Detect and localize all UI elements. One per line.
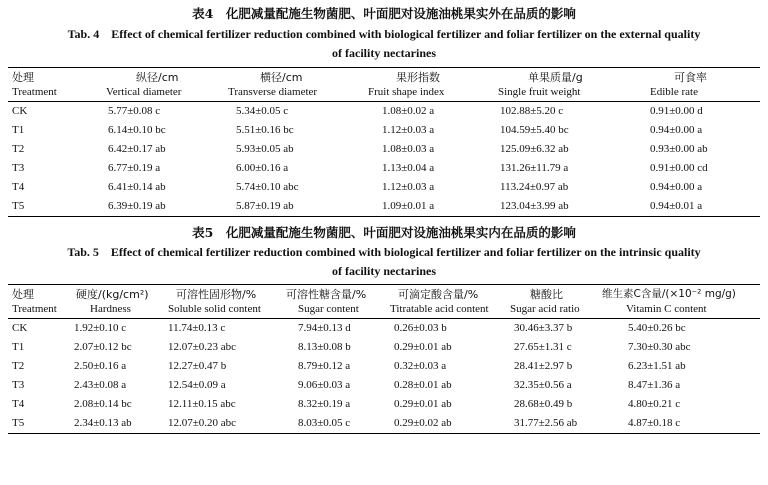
table5-cell: 31.77±2.56 ab bbox=[514, 417, 578, 429]
table5-cell: 28.68±0.49 b bbox=[514, 398, 573, 410]
table5-cell: 4.87±0.18 c bbox=[628, 417, 681, 429]
header-en: Single fruit weight bbox=[498, 86, 581, 98]
table5-cell: 2.07±0.12 bc bbox=[74, 341, 132, 353]
table5-cell: 1.92±0.10 c bbox=[74, 322, 127, 334]
table4-cell: 5.34±0.05 c bbox=[236, 105, 289, 117]
table5-header-cell bbox=[286, 285, 390, 319]
table5-cell: T2 bbox=[12, 360, 25, 372]
header-en: Vitamin C content bbox=[626, 303, 707, 315]
table4-cell: 6.42±0.17 ab bbox=[108, 143, 166, 155]
header-cn: 可溶性固形物/% bbox=[176, 288, 257, 301]
table-row bbox=[8, 395, 760, 414]
table4-caption-en-line2: of facility nectarines bbox=[332, 46, 436, 60]
table5-cell: 4.80±0.21 c bbox=[628, 398, 681, 410]
header-en: Treatment bbox=[12, 303, 57, 315]
table5-cell: 12.54±0.09 a bbox=[168, 379, 226, 391]
header-en: Hardness bbox=[90, 303, 131, 315]
header-cn: 硬度/(kg/cm²) bbox=[76, 288, 149, 301]
header-cn: 可溶性糖含量/% bbox=[286, 288, 367, 301]
table4-cell: 6.39±0.19 ab bbox=[108, 200, 166, 212]
table4-cell: 131.26±11.79 a bbox=[500, 162, 569, 174]
table5-cell: 0.28±0.01 ab bbox=[394, 379, 452, 391]
table5-cell: CK bbox=[12, 322, 28, 334]
table4-cell: 6.41±0.14 ab bbox=[108, 181, 166, 193]
table5-cell: 2.08±0.14 bc bbox=[74, 398, 132, 410]
table5-cell: 0.32±0.03 a bbox=[394, 360, 447, 372]
header-en: Sugar acid ratio bbox=[510, 303, 580, 315]
header-en: Soluble solid content bbox=[168, 303, 261, 315]
table-row bbox=[8, 159, 760, 178]
table4-cell: 0.94±0.00 a bbox=[650, 181, 703, 193]
table4-header-cell bbox=[650, 68, 760, 102]
table-row bbox=[8, 121, 760, 140]
table5-cell: 0.29±0.01 ab bbox=[394, 398, 452, 410]
table5-header-cell bbox=[74, 285, 168, 319]
table5-cell: T1 bbox=[12, 341, 25, 353]
header-en: Edible rate bbox=[650, 86, 698, 98]
table4-cell: T4 bbox=[12, 181, 25, 193]
header-cn: 果形指数 bbox=[396, 71, 440, 84]
header-cn: 纵径/cm bbox=[136, 71, 179, 84]
header-en: Sugar content bbox=[298, 303, 359, 315]
table5-cell: 0.26±0.03 b bbox=[394, 322, 447, 334]
table5-cell: 8.03±0.05 c bbox=[298, 417, 351, 429]
table4-cell: 5.77±0.08 c bbox=[108, 105, 161, 117]
table4-cell: T1 bbox=[12, 124, 25, 136]
table5-cell: 2.50±0.16 a bbox=[74, 360, 127, 372]
table5-header-cell bbox=[602, 285, 760, 319]
table4-cell: 104.59±5.40 bc bbox=[500, 124, 569, 136]
table5-header-cell bbox=[168, 285, 286, 319]
table4-cell: 0.91±0.00 cd bbox=[650, 162, 708, 174]
table4-cell: 5.74±0.10 abc bbox=[236, 181, 299, 193]
header-cn: 糖酸比 bbox=[530, 288, 563, 301]
table4-cell: 0.94±0.01 a bbox=[650, 200, 703, 212]
table5-cell: 32.35±0.56 a bbox=[514, 379, 572, 391]
table4-cell: 6.77±0.19 a bbox=[108, 162, 161, 174]
table-row bbox=[8, 376, 760, 395]
table5-cell: 0.29±0.01 ab bbox=[394, 341, 452, 353]
table-row bbox=[8, 357, 760, 376]
table4-cell: 123.04±3.99 ab bbox=[500, 200, 569, 212]
table5-header-row bbox=[8, 285, 760, 319]
table5-cell: 9.06±0.03 a bbox=[298, 379, 351, 391]
header-cn: 可滴定酸含量/% bbox=[398, 288, 479, 301]
header-cn: 处理 bbox=[12, 71, 34, 84]
table4-cell: 1.12±0.03 a bbox=[382, 181, 435, 193]
table4-cell: T2 bbox=[12, 143, 25, 155]
table4-cell: 1.13±0.04 a bbox=[382, 162, 435, 174]
table4-cell: 0.94±0.00 a bbox=[650, 124, 703, 136]
table4-cell: 1.08±0.03 a bbox=[382, 143, 435, 155]
table5-cell: 8.32±0.19 a bbox=[298, 398, 351, 410]
table4-cell: 113.24±0.97 ab bbox=[500, 181, 569, 193]
table4-header-cell bbox=[106, 68, 228, 102]
header-en: Fruit shape index bbox=[368, 86, 445, 98]
table5 bbox=[8, 284, 760, 434]
header-cn: 维生素C含量/(×10⁻² mg/g) bbox=[602, 288, 736, 300]
table4-cell: 5.93±0.05 ab bbox=[236, 143, 294, 155]
table4-cell: T3 bbox=[12, 162, 25, 174]
header-en: Titratable acid content bbox=[390, 303, 489, 315]
table4-cell: 0.93±0.00 ab bbox=[650, 143, 708, 155]
table5-cell: T5 bbox=[12, 417, 25, 429]
table4-cell: 1.12±0.03 a bbox=[382, 124, 435, 136]
table5-cell: 12.27±0.47 b bbox=[168, 360, 227, 372]
table-row bbox=[8, 319, 760, 339]
table5-cell: 28.41±2.97 b bbox=[514, 360, 573, 372]
table-row bbox=[8, 102, 760, 122]
table4-cell: 0.91±0.00 d bbox=[650, 105, 703, 117]
header-en: Transverse diameter bbox=[228, 86, 318, 98]
table5-cell: 7.30±0.30 abc bbox=[628, 341, 691, 353]
table5-cell: 12.07±0.20 abc bbox=[168, 417, 237, 429]
table5-cell: 0.29±0.02 ab bbox=[394, 417, 452, 429]
table-row bbox=[8, 338, 760, 357]
table5-cell: 11.74±0.13 c bbox=[168, 322, 226, 334]
table5-cell: 5.40±0.26 bc bbox=[628, 322, 686, 334]
table5-caption-cn: 表5 化肥减量配施生物菌肥、叶面肥对设施油桃果实内在品质的影响 bbox=[192, 225, 576, 240]
table4-cell: 5.51±0.16 bc bbox=[236, 124, 294, 136]
table5-caption-en-line1: Tab. 5 Effect of chemical fertilizer reduction combined with biological fertilizer and foliar fertilizer on the intrinsic quality bbox=[67, 245, 701, 259]
table4-cell: CK bbox=[12, 105, 28, 117]
table5-cell: 7.94±0.13 d bbox=[298, 322, 351, 334]
header-cn: 单果质量/g bbox=[528, 71, 583, 84]
table4-cell: 125.09±6.32 ab bbox=[500, 143, 569, 155]
table4-header-cell bbox=[228, 68, 368, 102]
table4-cell: T5 bbox=[12, 200, 25, 212]
table5-caption-en-line2: of facility nectarines bbox=[332, 264, 436, 278]
table4-header-row bbox=[8, 68, 760, 102]
table-row bbox=[8, 178, 760, 197]
table4-header-cell bbox=[498, 68, 650, 102]
table-row bbox=[8, 140, 760, 159]
table4 bbox=[8, 67, 760, 217]
header-cn: 横径/cm bbox=[260, 71, 303, 84]
table-row bbox=[8, 197, 760, 217]
table4-cell: 5.87±0.19 ab bbox=[236, 200, 294, 212]
table4-cell: 1.09±0.01 a bbox=[382, 200, 435, 212]
table5-cell: 2.43±0.08 a bbox=[74, 379, 127, 391]
table4-caption-en-line1: Tab. 4 Effect of chemical fertilizer reduction combined with biological fertilizer and foliar fertilizer on the external quality bbox=[67, 27, 701, 41]
table5-header-cell bbox=[390, 285, 510, 319]
header-en: Treatment bbox=[12, 86, 57, 98]
table5-cell: 8.47±1.36 a bbox=[628, 379, 681, 391]
table5-header-cell bbox=[8, 285, 74, 319]
table5-cell: 6.23±1.51 ab bbox=[628, 360, 686, 372]
table5-cell: 12.11±0.15 abc bbox=[168, 398, 236, 410]
table-row bbox=[8, 414, 760, 434]
header-en: Vertical diameter bbox=[106, 86, 182, 98]
table4-cell: 6.14±0.10 bc bbox=[108, 124, 166, 136]
table4-cell: 102.88±5.20 c bbox=[500, 105, 564, 117]
table4-cell: 6.00±0.16 a bbox=[236, 162, 289, 174]
table5-header-cell bbox=[510, 285, 602, 319]
table5-cell: 2.34±0.13 ab bbox=[74, 417, 132, 429]
table5-cell: 8.79±0.12 a bbox=[298, 360, 351, 372]
table5-cell: 8.13±0.08 b bbox=[298, 341, 351, 353]
table5-cell: 30.46±3.37 b bbox=[514, 322, 573, 334]
table5-cell: T4 bbox=[12, 398, 25, 410]
table5-cell: 12.07±0.23 abc bbox=[168, 341, 237, 353]
table5-cell: T3 bbox=[12, 379, 25, 391]
table4-header-cell bbox=[8, 68, 106, 102]
table4-header-cell bbox=[368, 68, 498, 102]
table5-cell: 27.65±1.31 c bbox=[514, 341, 572, 353]
header-cn: 处理 bbox=[12, 288, 34, 301]
table4-cell: 1.08±0.02 a bbox=[382, 105, 435, 117]
header-cn: 可食率 bbox=[674, 71, 707, 84]
table4-caption-cn: 表4 化肥减量配施生物菌肥、叶面肥对设施油桃果实外在品质的影响 bbox=[192, 6, 576, 21]
